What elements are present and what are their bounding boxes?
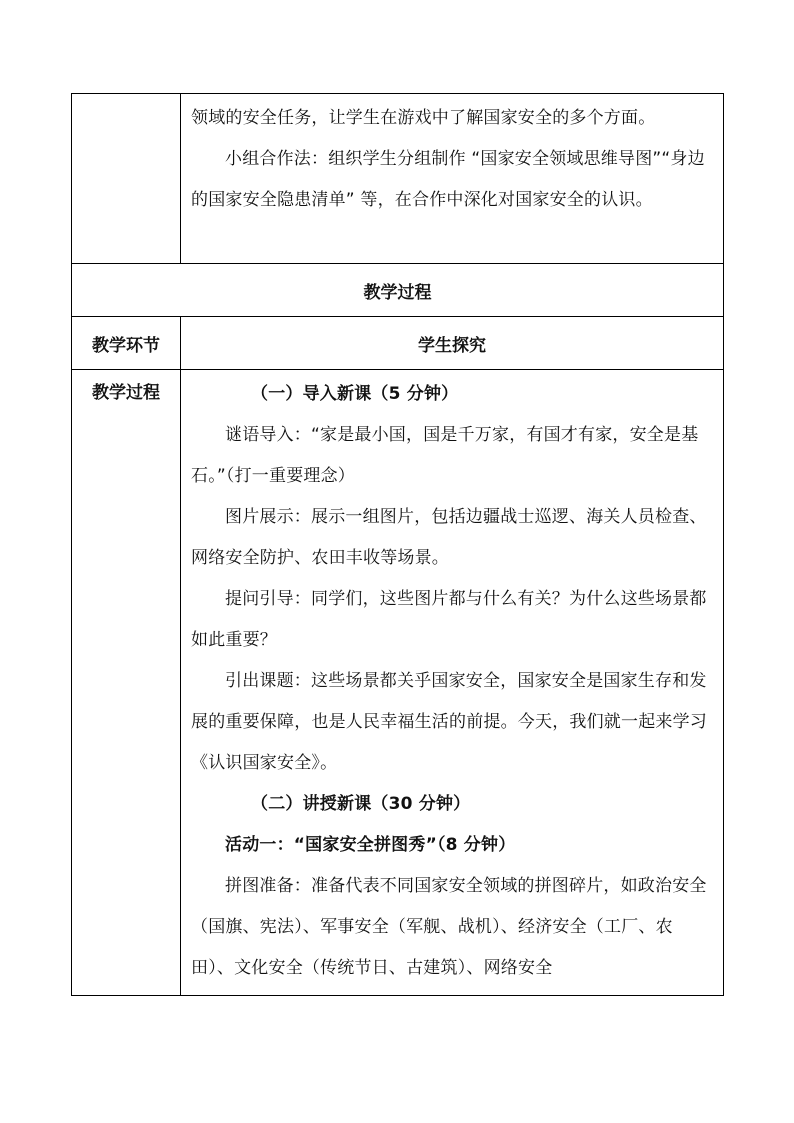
- process-label: 教学过程: [72, 370, 181, 996]
- methods-row: [72, 94, 724, 264]
- puzzle-paragraph: 拼图准备：准备代表不同国家安全领域的拼图碎片，如政治安全（国旗、宪法）、军事安全（军舰、战机）、经济安全（工厂、农田）、文化安全（传统节日、古建筑）、网络安全: [191, 876, 707, 978]
- process-row: [72, 370, 724, 996]
- column-header-row: [72, 317, 724, 370]
- process-content-cell: [181, 370, 724, 996]
- section-teaching-title: （二）讲授新课（30 分钟）: [251, 794, 471, 814]
- methods-label-cell: [72, 94, 181, 264]
- topic-paragraph: 引出课题：这些场景都关乎国家安全，国家安全是国家生存和发展的重要保障，也是人民幸福生活的前提。今天，我们就一起来学习《认识国家安全》。: [191, 671, 707, 773]
- riddle-paragraph: 谜语导入：“家是最小国，国是千万家，有国才有家，安全是基石。”（打一重要理念）: [191, 425, 699, 486]
- section-heading: 教学过程: [72, 264, 724, 317]
- lesson-plan-table: [71, 93, 724, 996]
- methods-content-cell: [181, 94, 724, 264]
- pictures-paragraph: 图片展示：展示一组图片，包括边疆战士巡逻、海关人员检查、网络安全防护、农田丰收等场景。: [191, 507, 707, 568]
- methods-paragraph-1: 领域的安全任务，让学生在游戏中了解国家安全的多个方面。: [191, 108, 656, 128]
- header-student-inquiry: 学生探究: [181, 317, 724, 370]
- question-paragraph: 提问引导：同学们，这些图片都与什么有关？为什么这些场景都如此重要？: [191, 589, 707, 650]
- methods-paragraph-2: 小组合作法：组织学生分组制作 “国家安全领域思维导图”“身边的国家安全隐患清单” 等，在合作中深化对国家安全的认识。: [191, 149, 705, 210]
- header-teaching-stage: 教学环节: [72, 317, 181, 370]
- section-heading-row: [72, 264, 724, 317]
- section-intro-title: （一）导入新课（5 分钟）: [251, 384, 459, 404]
- activity-one-title: 活动一：“国家安全拼图秀”（8 分钟）: [225, 835, 516, 855]
